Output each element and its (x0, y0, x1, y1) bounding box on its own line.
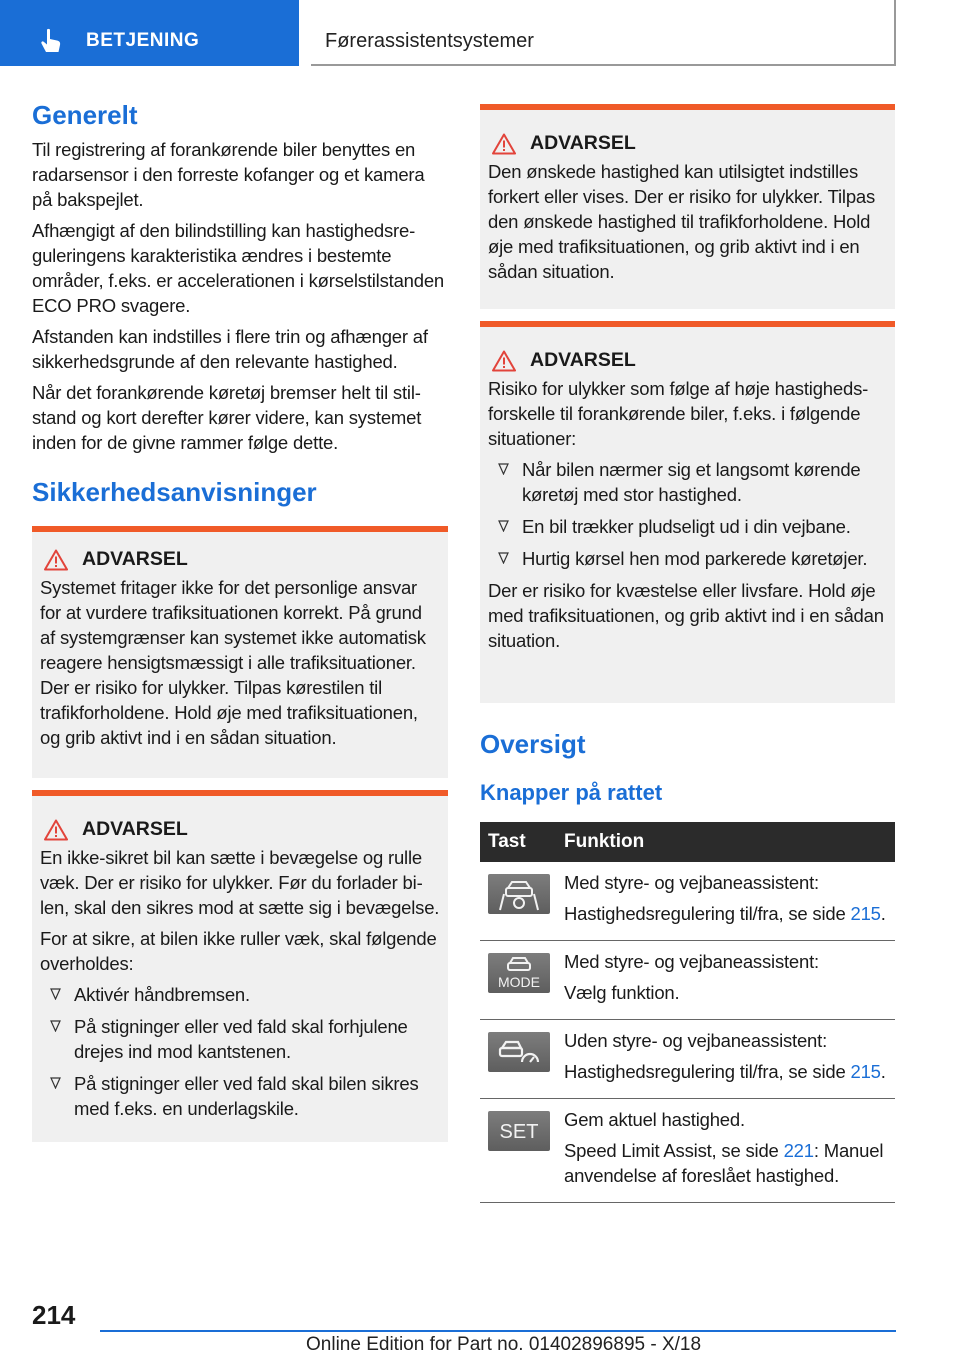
warning-triangle-icon (492, 133, 516, 155)
cruise-control-key-icon (488, 1032, 550, 1072)
chapter-tab[interactable] (0, 0, 299, 66)
bullet-triangle-icon (498, 552, 509, 564)
column-header-tast: Tast (480, 822, 564, 862)
page-link[interactable]: 221 (783, 1140, 814, 1161)
list-item-text: Aktivér håndbremsen. (74, 984, 250, 1005)
generelt-paragraph-3: Afstanden kan indstilles i flere trin og afhænger af sikkerhedsgrunde af den relevante hastighed. (32, 326, 428, 372)
warning-triangle-icon (492, 350, 516, 372)
warning-title-text: ADVARSEL (530, 349, 636, 371)
function-text (564, 1059, 895, 1084)
set-key-label: SET (499, 1121, 539, 1143)
list-item (40, 1014, 440, 1064)
hand-pointer-icon (40, 28, 62, 54)
warning-text: For at sikre, at bilen ikke ruller væk, skal følgende overholdes: (40, 928, 437, 974)
warning-title-text: ADVARSEL (82, 818, 188, 840)
function-text: Med styre- og vejbaneassistent: (564, 951, 819, 972)
key-cell (480, 862, 564, 941)
page-link[interactable]: 215 (850, 1061, 881, 1082)
table-row (480, 1099, 895, 1203)
key-cell (480, 941, 564, 1020)
table-header-row (480, 822, 895, 862)
warning-title (40, 818, 440, 841)
list-item-text: Når bilen nærmer sig et langsomt kørende køretøj med stor hastighed. (522, 459, 861, 505)
steering-assist-key-icon (488, 874, 550, 914)
function-text-part: Hastighedsregulering til/fra, se side (564, 903, 851, 924)
warning-box-3 (480, 104, 895, 309)
function-cell (564, 1099, 895, 1203)
warning-title-text: ADVARSEL (530, 132, 636, 154)
warning-title (40, 548, 440, 571)
knapper-heading: Knapper på rattet (480, 780, 663, 805)
generelt-paragraph-2: Afhængigt af den bilindstilling kan hastighedsreguleringens karakteristika ændres i bestemte områder, f.eks. er accelerationen i kørselstilstanden ECO PRO svagere. (32, 220, 445, 316)
function-cell (564, 1020, 895, 1099)
page-link[interactable]: 215 (850, 903, 881, 924)
warning-title-text: ADVARSEL (82, 548, 188, 570)
function-text (564, 1138, 895, 1188)
warning-text: Den ønskede hastighed kan utilsigtet indstilles forkert eller vises. Der er risiko for ulykker. Tilpas den ønskede hastighed til trafikforholdene. Hold øje med trafiksituationen, og grib aktivt ind i en sådan situation. (488, 161, 876, 282)
warning-text: En ikke-sikret bil kan sætte i bevægelse og rulle væk. Der er risiko for ulykker. Før du forlader bilen, skal den sikres mod at sætte sig i bevægelse. (40, 847, 440, 918)
bullet-triangle-icon (498, 463, 509, 475)
function-text: Uden styre- og vejbaneassistent: (564, 1030, 828, 1051)
function-text-part: . (880, 1061, 886, 1082)
page-number: 214 (32, 1300, 76, 1330)
warning-list (488, 457, 887, 571)
warning-box-2 (32, 790, 448, 1142)
list-item (40, 1071, 440, 1121)
left-column (32, 100, 448, 1142)
section-tab (311, 0, 896, 66)
function-text-part: : Manuel anvendelse af foreslået hastighed. (564, 1140, 884, 1186)
function-text: Vælg funktion. (564, 982, 680, 1003)
chapter-label: BETJENING (86, 30, 200, 51)
oversigt-heading: Oversigt (480, 729, 586, 759)
warning-box-1 (32, 526, 448, 778)
steering-keys-table (480, 822, 895, 1203)
warning-triangle-icon (44, 819, 68, 841)
generelt-heading: Generelt (32, 100, 138, 130)
function-text: Gem aktuel hastighed. (564, 1109, 745, 1130)
list-item (488, 546, 887, 571)
list-item-text: På stigninger eller ved fald skal forhjulene drejes ind mod kantstenen. (74, 1016, 408, 1062)
function-cell (564, 941, 895, 1020)
mode-key-label: MODE (498, 974, 540, 990)
table-row (480, 862, 895, 941)
warning-triangle-icon (44, 549, 68, 571)
list-item (40, 982, 440, 1007)
page-header (0, 0, 960, 66)
list-item-text: På stigninger eller ved fald skal bilen sikres med f.eks. en underlagskile. (74, 1073, 419, 1119)
warning-list (40, 982, 440, 1121)
warning-text: Systemet fritager ikke for det personlige ansvar for at vurdere trafiksituationen korrekt. På grund af systemgrænser kan systemet ikke automatisk reagere hensigtsmæssigt i alle trafiksituationer. Der er risiko for ulykker. Tilpas kørestilen til trafikforholdene. Hold øje med trafiksituationen, og grib aktivt ind i en sådan situation. (40, 577, 426, 748)
table-row (480, 941, 895, 1020)
warning-title (488, 349, 887, 372)
list-item (488, 457, 887, 507)
set-key-icon (488, 1111, 550, 1151)
bullet-triangle-icon (50, 1077, 61, 1089)
section-label: Førerassistentsystemer (325, 30, 534, 52)
list-item-text: Hurtig kørsel hen mod parkerede køretøjer. (522, 548, 868, 569)
bullet-triangle-icon (50, 988, 61, 1000)
function-text: Med styre- og vejbaneassistent: (564, 872, 819, 893)
key-cell (480, 1099, 564, 1203)
edition-note: Online Edition for Part no. 01402896895 - X/18 (306, 1334, 702, 1355)
warning-text: Der er risiko for kvæstelse eller livsfare. Hold øje med trafiksituationen, og grib aktivt ind i en sådan situation. (488, 580, 884, 651)
right-column (480, 104, 895, 1203)
bullet-triangle-icon (50, 1020, 61, 1032)
key-cell (480, 1020, 564, 1099)
warning-title (488, 132, 887, 155)
mode-key-icon (488, 953, 550, 993)
function-text (564, 901, 895, 926)
function-text-part: Hastighedsregulering til/fra, se side (564, 1061, 851, 1082)
list-item (488, 514, 887, 539)
generelt-paragraph-4: Når det forankørende køretøj bremser helt til stilstand og kort derefter kører videre, kan systemet inden for de givne rammer følge dette. (32, 382, 422, 453)
warning-text: Risiko for ulykker som følge af høje hastighedsforskelle til forankørende biler, f.eks. i følgende situationer: (488, 378, 869, 449)
bullet-triangle-icon (498, 520, 509, 532)
list-item-text: En bil trækker pludseligt ud i din vejbane. (522, 516, 851, 537)
table-row (480, 1020, 895, 1099)
sikkerhed-heading: Sikkerhedsanvisninger (32, 477, 317, 507)
function-cell (564, 862, 895, 941)
generelt-paragraph-1: Til registrering af forankørende biler benyttes en radarsensor i den forreste kofanger og et kamera på bakspejlet. (32, 139, 425, 210)
function-text-part: . (880, 903, 886, 924)
function-text-part: Speed Limit Assist, se side (564, 1140, 784, 1161)
footer-divider (100, 1330, 896, 1332)
warning-box-4 (480, 321, 895, 703)
column-header-funktion: Funktion (564, 822, 895, 862)
